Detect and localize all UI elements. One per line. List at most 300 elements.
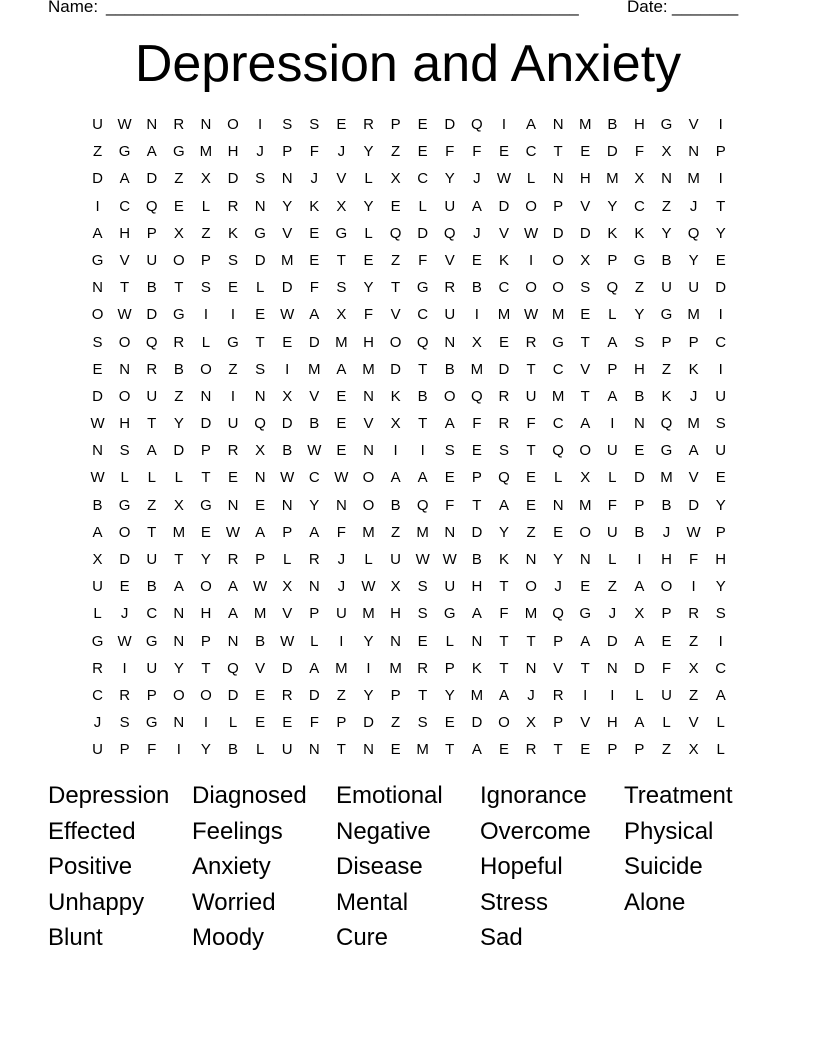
grid-letter: A <box>146 143 157 161</box>
grid-letter: N <box>606 659 618 677</box>
grid-letter: K <box>498 551 509 568</box>
grid-letter: F <box>418 251 428 269</box>
word-bank-item: Alone <box>624 888 686 916</box>
grid-letter: P <box>553 632 564 650</box>
grid-letter: E <box>173 197 184 215</box>
grid-letter: T <box>147 415 157 433</box>
grid-letter: E <box>255 686 266 704</box>
grid-letter: E <box>471 251 482 269</box>
grid-letter: A <box>498 496 509 514</box>
grid-letter: A <box>580 632 591 650</box>
grid-letter: M <box>687 415 700 433</box>
grid-letter: I <box>583 686 588 704</box>
grid-letter: U <box>444 306 456 324</box>
grid-letter: H <box>119 224 131 242</box>
grid-letter: H <box>119 415 131 433</box>
grid-letter: O <box>362 469 375 487</box>
grid-letter: G <box>172 306 185 324</box>
grid-letter: N <box>579 551 591 568</box>
grid-letter: L <box>120 469 129 487</box>
grid-letter: N <box>444 523 456 541</box>
grid-letter: Q <box>145 333 158 351</box>
grid-letter: E <box>417 116 428 133</box>
grid-letter: Y <box>363 143 374 161</box>
grid-letter: P <box>715 523 726 541</box>
word-bank-item: Sad <box>480 924 523 952</box>
grid-letter: E <box>228 469 239 487</box>
grid-letter: N <box>119 360 131 378</box>
grid-letter: Y <box>309 496 320 514</box>
grid-letter: P <box>688 333 699 351</box>
grid-letter: V <box>580 360 591 378</box>
grid-letter: Y <box>363 686 374 704</box>
grid-letter: G <box>91 251 104 269</box>
word-bank <box>48 780 768 958</box>
word-bank-item: Depression <box>48 782 170 809</box>
grid-letter: T <box>499 632 509 650</box>
grid-letter: X <box>173 224 184 242</box>
grid-letter: T <box>526 632 536 650</box>
grid-letter: I <box>637 551 642 568</box>
grid-letter: A <box>146 442 157 460</box>
grid-letter: O <box>362 496 375 514</box>
grid-letter: Z <box>92 143 103 161</box>
grid-letter: S <box>715 605 726 623</box>
grid-letter: Y <box>661 224 672 242</box>
grid-letter: G <box>145 714 158 732</box>
grid-letter: J <box>337 578 346 596</box>
grid-letter: D <box>471 523 483 541</box>
grid-letter: F <box>309 714 319 732</box>
grid-letter: O <box>118 387 131 405</box>
grid-letter: J <box>310 170 319 188</box>
grid-letter: K <box>634 224 645 242</box>
grid-letter: N <box>227 632 239 650</box>
grid-letter: B <box>146 279 157 297</box>
grid-letter: M <box>389 659 402 677</box>
grid-row <box>84 383 734 410</box>
grid-letter: U <box>281 741 293 759</box>
grid-letter: P <box>146 224 157 242</box>
grid-letter: W <box>117 632 132 650</box>
grid-letter: Q <box>687 224 700 242</box>
grid-letter: L <box>445 632 454 650</box>
grid-letter: S <box>282 116 293 133</box>
grid-letter: I <box>203 306 208 324</box>
grid-letter: B <box>661 496 672 514</box>
grid-letter: G <box>579 605 592 623</box>
grid-letter: L <box>364 170 373 188</box>
grid-letter: W <box>496 170 512 188</box>
grid-letter: O <box>552 251 564 269</box>
word-bank-item: Physical <box>624 817 714 845</box>
grid-letter: A <box>228 605 239 623</box>
grid-letter: A <box>607 387 618 405</box>
grid-letter: M <box>362 605 375 623</box>
grid-row <box>84 546 734 573</box>
grid-letter: R <box>281 686 293 704</box>
grid-letter: Z <box>634 279 644 297</box>
grid-letter: E <box>471 442 482 460</box>
grid-letter: I <box>718 360 723 378</box>
grid-letter: B <box>661 251 672 269</box>
grid-letter: N <box>363 387 374 405</box>
grid-letter: D <box>688 496 700 514</box>
grid-letter: G <box>335 224 348 242</box>
word-bank-item: Emotional <box>336 782 443 809</box>
grid-letter: R <box>308 551 320 568</box>
word-bank-item: Worried <box>192 888 276 916</box>
grid-letter: S <box>417 714 428 732</box>
grid-letter: O <box>525 197 537 215</box>
grid-letter: K <box>309 197 320 215</box>
word-bank-item: Stress <box>480 888 549 916</box>
grid-row <box>84 600 734 627</box>
grid-letter: N <box>471 632 483 650</box>
grid-letter: O <box>498 714 510 732</box>
grid-letter: P <box>607 251 618 269</box>
grid-letter: C <box>417 170 429 188</box>
grid-letter: B <box>417 387 428 405</box>
grid-row <box>84 138 734 165</box>
grid-letter: E <box>336 442 347 460</box>
grid-letter: Z <box>661 197 672 215</box>
grid-letter: A <box>309 523 320 541</box>
grid-letter: P <box>200 251 211 269</box>
grid-letter: E <box>661 632 672 650</box>
grid-letter: G <box>91 632 104 650</box>
grid-letter: D <box>254 251 266 269</box>
grid-letter: K <box>471 659 482 677</box>
grid-letter: V <box>580 197 591 215</box>
grid-letter: U <box>688 279 700 297</box>
grid-letter: E <box>580 741 591 759</box>
grid-letter: D <box>308 333 320 351</box>
grid-letter: W <box>523 224 539 242</box>
grid-letter: F <box>445 496 455 514</box>
grid-letter: G <box>200 496 212 514</box>
grid-letter: D <box>579 224 591 242</box>
grid-letter: Q <box>606 279 619 297</box>
grid-letter: E <box>390 741 401 759</box>
grid-letter: U <box>525 387 537 405</box>
grid-letter: T <box>580 659 590 677</box>
grid-letter: A <box>390 469 401 487</box>
word-bank-item: Negative <box>336 817 431 845</box>
grid-letter: F <box>526 415 536 433</box>
grid-letter: X <box>661 143 672 161</box>
grid-letter: M <box>470 360 484 378</box>
grid-letter: U <box>146 387 158 405</box>
grid-letter: E <box>390 197 401 215</box>
grid-letter: W <box>90 469 105 487</box>
grid-letter: X <box>526 714 537 732</box>
grid-row <box>84 655 734 682</box>
grid-letter: H <box>363 333 374 351</box>
grid-letter: W <box>686 523 701 541</box>
grid-letter: Y <box>688 251 699 269</box>
grid-letter: J <box>608 605 617 623</box>
grid-letter: W <box>280 306 295 324</box>
grid-letter: Y <box>363 632 374 650</box>
grid-letter: U <box>661 279 672 297</box>
grid-letter: W <box>280 469 295 487</box>
grid-letter: D <box>606 143 618 161</box>
grid-letter: S <box>634 333 645 351</box>
grid-letter: D <box>281 279 293 297</box>
grid-letter: E <box>363 251 374 269</box>
grid-letter: T <box>174 551 184 568</box>
grid-letter: G <box>552 333 564 351</box>
grid-letter: S <box>309 116 320 133</box>
grid-letter: H <box>579 170 591 188</box>
grid-letter: T <box>445 741 455 759</box>
grid-letter: X <box>255 442 266 460</box>
grid-letter: Y <box>200 551 211 568</box>
grid-letter: Z <box>174 387 184 405</box>
grid-letter: A <box>228 578 239 596</box>
grid-letter: I <box>718 306 723 324</box>
grid-letter: D <box>92 170 103 188</box>
grid-letter: U <box>390 551 401 568</box>
grid-letter: O <box>389 333 402 351</box>
grid-letter: X <box>336 197 347 215</box>
grid-letter: A <box>444 415 455 433</box>
grid-letter: W <box>361 578 376 596</box>
grid-letter: R <box>227 197 239 215</box>
grid-letter: M <box>551 387 565 405</box>
grid-letter: D <box>227 686 239 704</box>
grid-letter: D <box>200 415 212 433</box>
grid-letter: U <box>606 523 618 541</box>
grid-letter: K <box>607 224 618 242</box>
grid-letter: P <box>607 360 618 378</box>
grid-letter: B <box>634 523 645 541</box>
grid-letter: D <box>606 632 618 650</box>
grid-letter: L <box>283 551 292 568</box>
grid-letter: F <box>309 143 319 161</box>
grid-letter: O <box>443 387 456 405</box>
grid-letter: E <box>444 714 455 732</box>
grid-letter: A <box>634 632 645 650</box>
grid-letter: N <box>308 578 320 596</box>
grid-letter: L <box>418 197 427 215</box>
grid-letter: P <box>390 116 401 133</box>
grid-letter: E <box>580 578 591 596</box>
grid-letter: E <box>119 578 130 596</box>
grid-letter: M <box>253 605 267 623</box>
grid-letter: F <box>607 496 617 514</box>
grid-letter: Z <box>390 251 401 269</box>
grid-letter: Y <box>173 659 184 677</box>
grid-row <box>84 329 734 356</box>
grid-letter: Q <box>498 469 510 487</box>
grid-letter: Z <box>390 523 401 541</box>
grid-letter: S <box>715 415 726 433</box>
grid-letter: D <box>471 714 483 732</box>
grid-letter: Z <box>390 714 401 732</box>
grid-letter: V <box>390 306 401 324</box>
grid-letter: J <box>337 551 346 568</box>
grid-letter: P <box>146 686 157 704</box>
grid-letter: B <box>634 387 645 405</box>
grid-letter: S <box>417 578 428 596</box>
word-bank-item: Mental <box>336 888 409 916</box>
grid-letter: D <box>119 551 131 568</box>
grid-letter: U <box>444 578 456 596</box>
grid-letter: L <box>174 469 183 487</box>
grid-letter: A <box>471 605 482 623</box>
grid-letter: Y <box>715 224 726 242</box>
grid-letter: B <box>146 578 157 596</box>
word-bank-item: Cure <box>336 924 389 952</box>
grid-letter: N <box>661 170 672 188</box>
grid-letter: E <box>553 523 564 541</box>
grid-letter: E <box>309 251 320 269</box>
grid-letter: E <box>200 523 211 541</box>
grid-letter: E <box>336 387 347 405</box>
grid-letter: G <box>172 143 185 161</box>
word-bank-item: Unhappy <box>48 888 145 916</box>
grid-letter: Y <box>715 578 726 596</box>
word-bank-item: Moody <box>192 924 265 952</box>
grid-letter: B <box>471 551 482 568</box>
grid-letter: L <box>201 333 211 351</box>
grid-letter: N <box>335 496 347 514</box>
grid-letter: C <box>715 659 727 677</box>
grid-letter: L <box>662 714 671 732</box>
grid-letter: X <box>173 496 184 514</box>
grid-letter: A <box>634 714 645 732</box>
grid-letter: A <box>119 170 130 188</box>
grid-letter: R <box>227 442 239 460</box>
grid-letter: R <box>173 116 185 133</box>
grid-letter: E <box>498 143 509 161</box>
page-title: Depression and Anxiety <box>134 35 682 93</box>
grid-letter: L <box>201 197 211 215</box>
grid-letter: N <box>281 170 293 188</box>
grid-letter: R <box>146 360 158 378</box>
grid-letter: T <box>580 333 590 351</box>
grid-letter: Y <box>363 279 374 297</box>
grid-row <box>84 682 734 709</box>
grid-letter: P <box>390 686 401 704</box>
grid-letter: R <box>92 659 103 677</box>
grid-letter: M <box>497 306 511 324</box>
grid-letter: L <box>147 469 156 487</box>
grid-letter: O <box>525 279 537 297</box>
grid-letter: E <box>228 279 239 297</box>
grid-letter: T <box>418 360 428 378</box>
grid-letter: N <box>254 469 266 487</box>
word-bank-item: Feelings <box>192 817 283 845</box>
grid-letter: D <box>444 116 456 133</box>
grid-letter: W <box>334 469 349 487</box>
grid-letter: Q <box>227 659 239 677</box>
grid-letter: G <box>416 279 429 297</box>
grid-letter: H <box>661 551 672 568</box>
grid-letter: K <box>228 224 239 242</box>
grid-letter: J <box>662 523 671 541</box>
word-bank-item: Suicide <box>624 853 703 881</box>
grid-letter: R <box>525 741 537 759</box>
grid-letter: P <box>255 551 266 568</box>
grid-letter: K <box>661 387 672 405</box>
grid-letter: I <box>420 442 425 460</box>
grid-letter: J <box>337 143 346 161</box>
grid-letter: P <box>634 496 645 514</box>
grid-letter: S <box>119 714 130 732</box>
grid-letter: W <box>225 523 241 541</box>
grid-letter: Z <box>689 686 699 704</box>
grid-letter: X <box>282 578 293 596</box>
grid-letter: I <box>230 387 236 405</box>
grid-letter: E <box>309 224 320 242</box>
grid-letter: B <box>309 415 320 433</box>
grid-letter: T <box>390 279 401 297</box>
grid-letter: S <box>255 360 266 378</box>
grid-letter: Y <box>715 496 726 514</box>
grid-letter: P <box>336 714 347 732</box>
grid-letter: R <box>417 659 429 677</box>
grid-letter: O <box>200 360 212 378</box>
grid-letter: O <box>525 578 537 596</box>
grid-letter: X <box>92 551 103 568</box>
grid-letter: B <box>255 632 266 650</box>
grid-letter: M <box>362 523 375 541</box>
grid-letter: P <box>282 523 293 541</box>
grid-letter: J <box>93 714 102 732</box>
grid-letter: O <box>227 116 239 133</box>
grid-letter: Q <box>660 415 673 433</box>
grid-letter: B <box>282 442 293 460</box>
grid-letter: H <box>227 143 239 161</box>
grid-letter: O <box>118 523 131 541</box>
grid-letter: R <box>444 279 456 297</box>
word-bank-item: Anxiety <box>192 853 271 881</box>
grid-letter: P <box>553 197 564 215</box>
grid-letter: X <box>688 659 699 677</box>
grid-letter: P <box>119 741 130 759</box>
grid-letter: E <box>255 306 266 324</box>
grid-letter: P <box>661 605 672 623</box>
grid-letter: V <box>336 170 347 188</box>
grid-letter: R <box>525 333 537 351</box>
grid-letter: V <box>688 116 699 133</box>
grid-letter: Q <box>443 224 456 242</box>
grid-letter: M <box>416 523 429 541</box>
grid-letter: Q <box>254 415 266 433</box>
grid-letter: M <box>660 469 673 487</box>
grid-letter: Z <box>147 496 157 514</box>
grid-letter: B <box>390 496 401 514</box>
grid-letter: O <box>172 686 185 704</box>
word-bank-item: Hopeful <box>480 853 563 881</box>
grid-letter: R <box>363 116 374 133</box>
grid-letter: E <box>526 496 537 514</box>
grid-letter: Y <box>553 551 564 568</box>
header <box>48 0 748 19</box>
grid-letter: S <box>580 279 591 297</box>
grid-letter: H <box>390 605 401 623</box>
grid-letter: E <box>282 333 293 351</box>
grid-letter: M <box>362 360 375 378</box>
grid-letter: L <box>608 551 617 568</box>
grid-letter: P <box>607 741 618 759</box>
grid-letter: D <box>498 197 510 215</box>
grid-letter: I <box>718 632 723 650</box>
grid-letter: L <box>716 741 725 759</box>
